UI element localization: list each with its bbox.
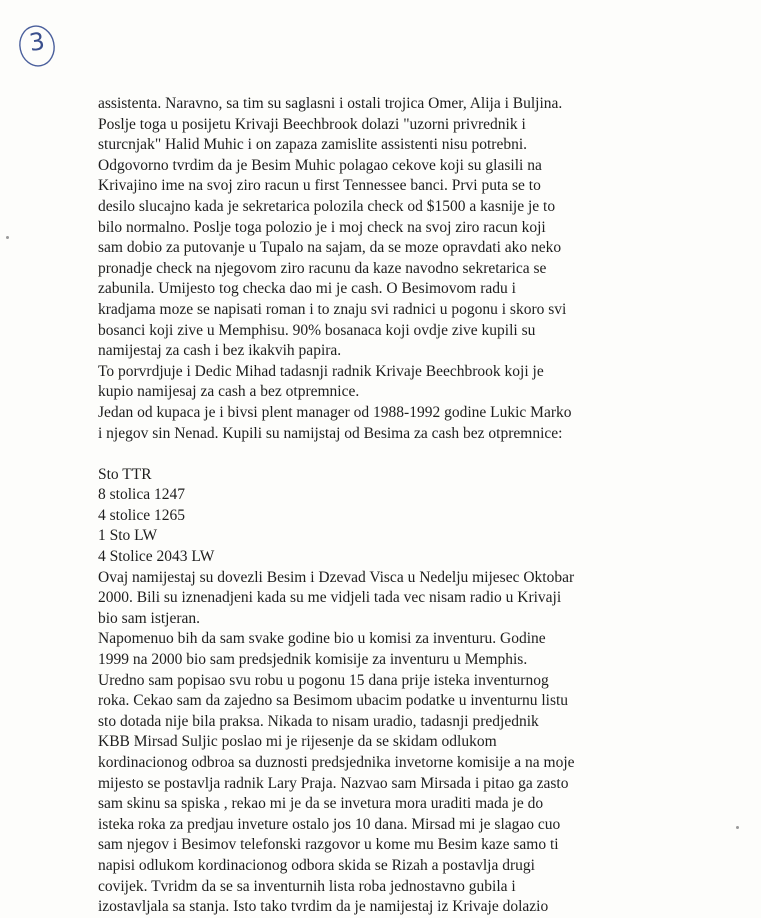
text-line: sam dobio za putovanje u Tupalo na sajam, da se moze opravdati ako neko [98, 239, 562, 257]
text-line: izostavljala sa stanja. Isto tako tvrdim da je namijestaj iz Krivaje dolazio [98, 898, 549, 916]
text-line: bosanci koji zive u Memphisu. 90% bosanaca koji ovdje zive kupili su [98, 321, 536, 339]
furniture-list-item: 4 stolice 1265 [98, 506, 185, 524]
text-line: sam skinu sa spiska , rekao mi je da se invetura mora uraditi mada je do [98, 795, 544, 813]
furniture-list-item: 1 Sto LW [98, 527, 158, 545]
text-line: i njegov sin Nenad. Kupili su namijstaj od Besima za cash bez otpremnice: [98, 424, 563, 442]
text-line: napisi odlukom kordinacionog odbora skida se Rizah a postavlja drugi [98, 856, 535, 874]
text-line: sam njegov i Besimov telefonski razgovor u kome mu Besim kaze samo ti [98, 836, 559, 854]
text-line: roka. Cekao sam da zajedno sa Besimom ubacim podatke u inventurnu listu [98, 692, 569, 710]
text-line: desilo slucajno kada je sekretarica polozila check od $1500 a kasnije je to [98, 197, 556, 215]
text-line: Jedan od kupaca je i bivsi plent manager od 1988-1992 godine Lukic Marko [98, 403, 572, 421]
text-line: assistenta. Naravno, sa tim su saglasni i ostali trojica Omer, Alija i Buljina. [98, 95, 563, 112]
text-line: kradjama moze se napisati roman i to znaju svi radnici u pogonu i skoro svi [98, 300, 567, 318]
text-line: Ovaj namijestaj su dovezli Besim i Dzevad Visca u Nedelju mijesec Oktobar [98, 568, 575, 586]
text-line: isteka roka za predjau inveture ostalo jos 10 dana. Mirsad mi je slagao cuo [98, 815, 561, 833]
text-line: namijestaj za cash i bez ikakvih papira. [98, 342, 342, 360]
letter-body [98, 94, 748, 918]
furniture-list-item: 4 Stolice 2043 LW [98, 548, 215, 566]
scan-speck [736, 826, 739, 829]
text-line: covijek. Tvridm da se sa inventurnih lista roba jednostavno gubila i [98, 877, 516, 895]
text-line: bilo normalno. Poslje toga polozio je i moj check na svoj ziro racun koji [98, 218, 546, 236]
text-line: mijesto se postavlja radnik Lary Praja. Nazvao sam Mirsada i pitao ga zasto [98, 774, 569, 792]
text-line: bio sam istjeran. [98, 609, 201, 627]
text-line: sto dotada nije bila praksa. Nikada to nisam uradio, tadasnji predjednik [98, 712, 539, 730]
text-line: sturcnjak" Halid Muhic i on zapaza zamislite assistenti nisu potrebni. [98, 136, 528, 154]
text-line: 2000. Bili su iznenadjeni kada su me vidjeli tada vec nisam radio u Krivaji [98, 589, 562, 607]
text-line: KBB Mirsad Suljic poslao mi je rijesenje da se skidam odlukom [98, 733, 497, 751]
text-line: Krivajino ime na svoj ziro racun u first Tennessee banci. Prvi puta se to [98, 177, 541, 195]
scan-speck [6, 236, 9, 239]
text-line: pronadje check na njegovom ziro racunu da kaze navodno sekretarica se [98, 259, 547, 277]
text-line: Uredno sam popisao svu robu u pogonu 15 dana prije isteka inventurnog [98, 671, 549, 689]
text-line: kordinacionog odbroa sa duznosti predsjednika invetorne komisije a na moje [98, 754, 575, 771]
text-line: zabunila. Umijesto tog checka dao mi je cash. O Besimovom radu i [98, 280, 516, 298]
text-line: 1999 na 2000 bio sam predsjednik komisije za inventuru u Memphis. [98, 651, 528, 669]
furniture-list-item: Sto TTR [98, 465, 152, 483]
page-number-text: 3 [27, 27, 47, 57]
text-line: Napomenuo bih da sam svake godine bio u komisi za inventuru. Godine [98, 630, 546, 648]
text-line: To porvrdjuje i Dedic Mihad tadasnji radnik Krivaje Beechbrook koji je [98, 362, 544, 380]
text-line: Odgovorno tvrdim da je Besim Muhic polagao cekove koji su glasili na [98, 156, 542, 174]
handwritten-page-number [16, 22, 58, 70]
furniture-list-item: 8 stolica 1247 [98, 486, 185, 504]
text-line: Poslje toga u posijetu Krivaji Beechbrook dolazi "uzorni privrednik i [98, 115, 526, 133]
text-line: kupio namijesaj za cash a bez otpremnice. [98, 383, 360, 401]
blank-line [98, 444, 748, 465]
